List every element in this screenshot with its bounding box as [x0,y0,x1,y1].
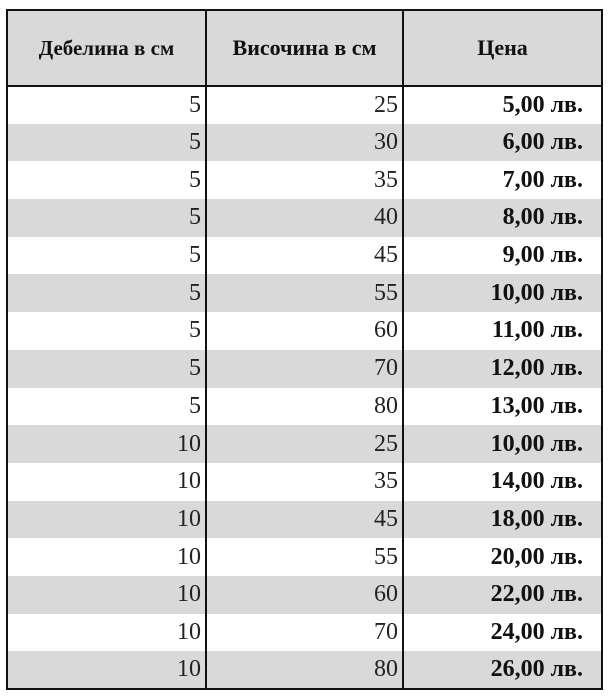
cell-price: 24,00 лв. [403,614,602,652]
cell-price: 20,00 лв. [403,538,602,576]
cell-thickness: 5 [7,124,206,162]
table-body [7,86,602,689]
cell-price: 8,00 лв. [403,199,602,237]
cell-price: 11,00 лв. [403,312,602,350]
cell-height: 35 [206,161,403,199]
cell-price: 18,00 лв. [403,501,602,539]
cell-thickness: 10 [7,425,206,463]
cell-price: 26,00 лв. [403,651,602,689]
cell-height: 55 [206,274,403,312]
header-row [7,10,602,86]
cell-thickness: 10 [7,538,206,576]
cell-thickness: 10 [7,651,206,689]
table-row [7,350,602,388]
cell-height: 35 [206,463,403,501]
cell-height: 55 [206,538,403,576]
table-row [7,161,602,199]
cell-height: 40 [206,199,403,237]
table-row [7,651,602,689]
cell-price: 10,00 лв. [403,425,602,463]
cell-thickness: 5 [7,274,206,312]
cell-height: 45 [206,237,403,275]
cell-height: 80 [206,388,403,426]
cell-thickness: 5 [7,388,206,426]
table-row [7,199,602,237]
cell-height: 70 [206,350,403,388]
cell-thickness: 5 [7,350,206,388]
header-height: Височина в см [206,10,403,86]
table-row [7,388,602,426]
table-row [7,425,602,463]
table-row [7,614,602,652]
cell-price: 6,00 лв. [403,124,602,162]
cell-thickness: 5 [7,199,206,237]
cell-thickness: 10 [7,501,206,539]
table-row [7,312,602,350]
cell-height: 25 [206,86,403,124]
cell-height: 25 [206,425,403,463]
cell-height: 30 [206,124,403,162]
table-row [7,86,602,124]
cell-height: 80 [206,651,403,689]
price-table [6,9,603,690]
cell-height: 60 [206,312,403,350]
cell-thickness: 5 [7,312,206,350]
header-thickness: Дебелина в см [7,10,206,86]
table-row [7,538,602,576]
cell-thickness: 10 [7,614,206,652]
cell-height: 45 [206,501,403,539]
table-row [7,237,602,275]
cell-height: 60 [206,576,403,614]
cell-price: 22,00 лв. [403,576,602,614]
cell-price: 14,00 лв. [403,463,602,501]
cell-thickness: 5 [7,161,206,199]
table-row [7,124,602,162]
cell-thickness: 5 [7,86,206,124]
table-row [7,274,602,312]
cell-price: 9,00 лв. [403,237,602,275]
header-price: Цена [403,10,602,86]
cell-height: 70 [206,614,403,652]
cell-price: 13,00 лв. [403,388,602,426]
cell-thickness: 10 [7,576,206,614]
table-row [7,463,602,501]
cell-price: 10,00 лв. [403,274,602,312]
cell-price: 7,00 лв. [403,161,602,199]
table-row [7,501,602,539]
cell-thickness: 5 [7,237,206,275]
cell-price: 12,00 лв. [403,350,602,388]
table-header [7,10,602,86]
cell-price: 5,00 лв. [403,86,602,124]
table-row [7,576,602,614]
cell-thickness: 10 [7,463,206,501]
